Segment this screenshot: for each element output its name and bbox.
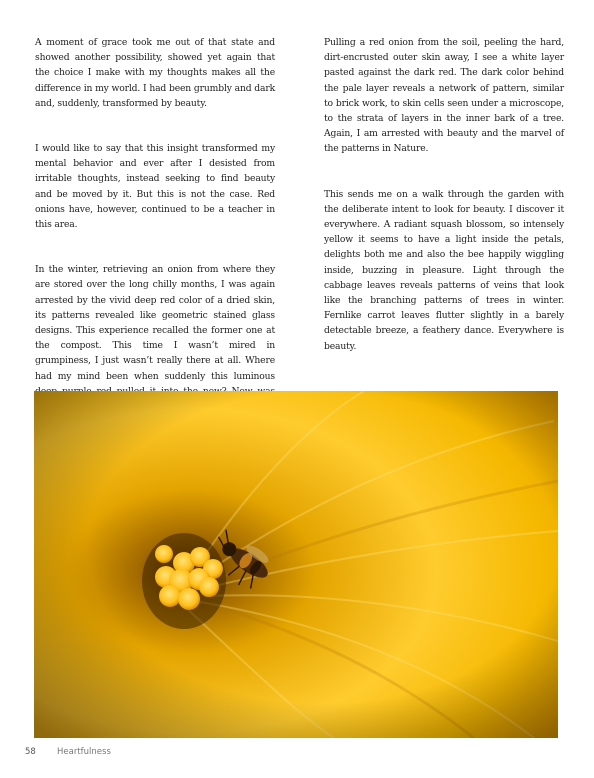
paragraph: I would like to say that this insight transformed my mental behavior and ever after I desisted from irritable thoughts, instead seeking to find beauty and be moved by it. But this is not the case. Red onions have, however, continued to be a teacher in this area. bbox=[35, 143, 275, 231]
page-footer bbox=[25, 747, 111, 757]
right-text-column bbox=[324, 35, 564, 384]
paragraph: Pulling a red onion from the soil, peeling the hard, dirt-encrusted outer skin away, I see a white layer pasted against the dark red. The dark color behind the pale layer reveals a network of pattern, similar to brick work, to skin cells seen under a microscope, to the strata of layers in the inner bark of a tree. Again, I am arrested with beauty and the marvel of the patterns in Nature. bbox=[324, 37, 564, 155]
left-text-column bbox=[35, 35, 275, 444]
paragraph: In the winter, retrieving an onion from where they are stored over the long chilly months, I was again arrested by the vivid deep red color of a dried skin, its patterns revealed like geometric stained glass designs. This experience recalled the former one at the compost. This time I wasn’t mired in grumpiness, I just wasn’t really there at all. Where had my mind been when suddenly this luminous bbox=[35, 264, 275, 382]
paragraph: A moment of grace took me out of that state and showed another possibility, showed yet again that the choice I make with my thoughts makes all the difference in my world. I had been grumbly and dark and, suddenly, transformed by beauty. bbox=[35, 37, 275, 109]
paragraph: This sends me on a walk through the garden with the deliberate intent to look for beauty. I discover it everywhere. A radiant squash blossom, so intensely yellow it seems to have a light inside the petals, delights both me and also the bee happily wiggling inside, buzzing in pleasure. Light through the cabbage leaves reveals patterns of veins that look like the branching patterns of trees in winter. Fernlike carrot leaves flutter slightly in a barely detectable breeze, a feathery dance. Everywhere is beauty. bbox=[324, 188, 564, 352]
squash-blossom-photo bbox=[34, 391, 558, 738]
squash-blossom-image bbox=[34, 391, 558, 738]
publication-name: Heartfulness bbox=[57, 747, 111, 757]
page-number: 58 bbox=[25, 747, 36, 757]
